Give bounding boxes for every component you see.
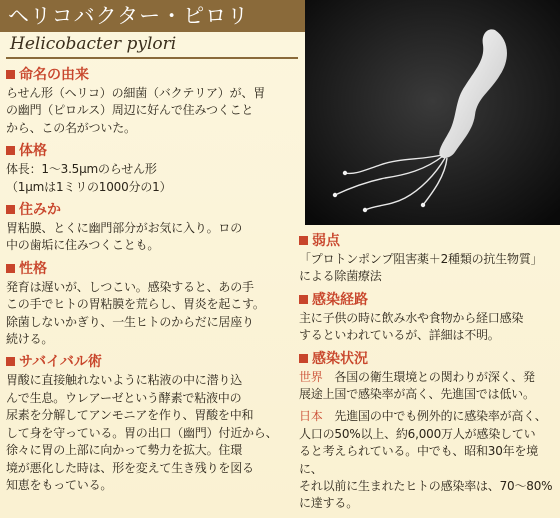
right-column — [299, 232, 557, 518]
section-body: 発育は遅いが、しつこい。感染すると、あの手 この手でヒトの胃粘膜を荒らし、胃炎を起こす。 除菌しないかぎり、一生ヒトのからだに居座り 続ける。 — [6, 279, 265, 347]
section-heading — [299, 232, 557, 250]
section-character — [6, 260, 302, 349]
heading-text: 弱点 — [312, 233, 340, 249]
japan-text: 先進国の中でも例外的に感染率が高く、 人口の50%以上、約6,000万人が感染してい ると考えられている。中でも、昭和30年を境に、 それ以前に生まれたヒトの感染率は、70〜80% に達する。 — [299, 409, 553, 511]
square-bullet-icon — [299, 295, 308, 304]
square-bullet-icon — [299, 354, 308, 363]
section-heading — [6, 201, 302, 219]
world-label: 世界 — [299, 369, 323, 384]
page-title: ヘリコバクター・ピロリ — [8, 4, 250, 28]
title-divider — [6, 57, 298, 59]
section-heading — [6, 353, 302, 371]
heading-text: 命名の由来 — [19, 67, 89, 83]
square-bullet-icon — [6, 205, 15, 214]
section-body: 主に子供の時に飲み水や食物から経口感染 するといわれているが、詳細は不明。 — [299, 310, 524, 343]
section-habitat — [6, 201, 302, 255]
section-body: 「プロトンポンプ阻害薬＋2種類の抗生物質」 による除菌療法 — [299, 252, 543, 284]
section-heading — [6, 66, 302, 84]
japan-label: 日本 — [299, 409, 323, 424]
section-heading — [299, 291, 557, 309]
section-heading — [6, 142, 302, 160]
scientific-name: Helicobacter pylori — [10, 34, 177, 54]
world-paragraph — [299, 369, 557, 404]
section-infection-status — [299, 350, 557, 513]
section-heading — [6, 260, 302, 278]
section-size — [6, 142, 302, 196]
section-origin — [6, 66, 302, 137]
micrograph-image — [305, 0, 560, 225]
section-survival — [6, 353, 302, 494]
heading-text: サバイバル術 — [19, 354, 102, 371]
square-bullet-icon — [6, 264, 15, 273]
heading-text: 性格 — [19, 260, 47, 277]
left-column — [6, 66, 302, 499]
heading-text: 感染経路 — [312, 291, 368, 308]
square-bullet-icon — [6, 357, 15, 366]
section-weakness — [299, 232, 557, 286]
world-text: 各国の衛生環境との関わりが深く、発 展途上国で感染率が高く、先進国では低い。 — [299, 369, 535, 402]
heading-text: 住みか — [19, 202, 61, 219]
square-bullet-icon — [6, 146, 15, 155]
title-bar — [0, 0, 305, 32]
bacterium-illustration — [305, 0, 560, 225]
heading-text: 体格 — [19, 143, 47, 160]
section-body: 体長：1〜3.5μmのらせん形 （1μmは1ミリの1000分の1） — [6, 162, 172, 194]
section-body: 胃粘膜、とくに幽門部分がお気に入り。ロの 中の歯垢に住みつくことも。 — [6, 221, 243, 253]
square-bullet-icon — [6, 70, 15, 79]
square-bullet-icon — [299, 236, 308, 245]
heading-text: 感染状況 — [312, 350, 368, 367]
section-infection-route — [299, 291, 557, 345]
japan-paragraph — [299, 408, 557, 512]
section-body: らせん形（ヘリコ）の細菌（バクテリア）が、胃 の幽門（ピロルス）周辺に好んで住みつくこと から、この名がついた。 — [6, 86, 266, 135]
section-heading — [299, 350, 557, 368]
section-body: 胃酸に直接触れないように粘液の中に潜り込 んで生息。ウレアーゼという酵素で粘液中の 尿素を分解してアンモニアを作り、胃酸を中和 して身を守っている。胃の出口（幽門）付近から、 徐々に胃の上部に向かって勢力を拡大。住環 境が悪化した時は、形を変えて生き残りを図る 知恵をもっている。 — [6, 373, 278, 492]
